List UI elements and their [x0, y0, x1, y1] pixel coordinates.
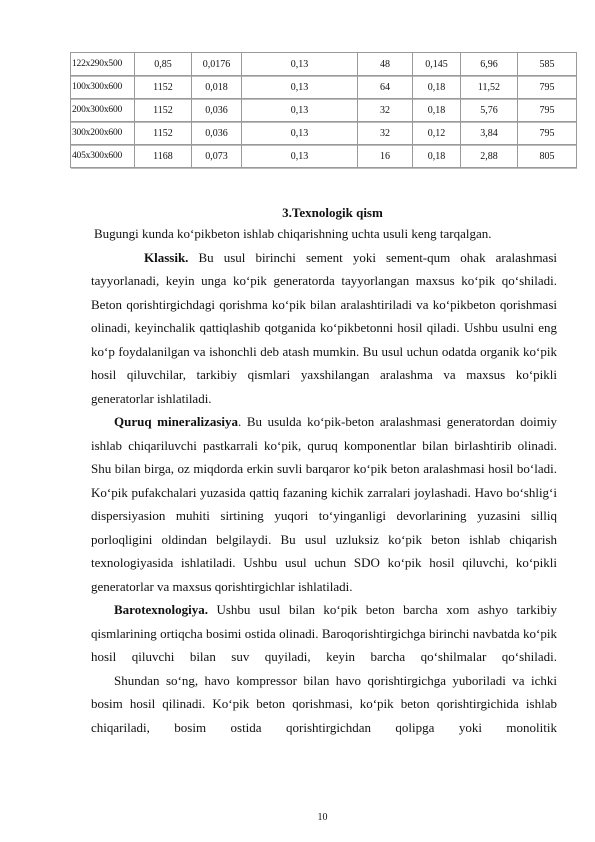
- table-cell: 122x290x500: [71, 53, 135, 76]
- table-row: [71, 122, 577, 145]
- table-cell: 300x200x600: [71, 122, 135, 145]
- table-cell: 2,88: [461, 145, 518, 168]
- table-cell: 0,13: [242, 122, 358, 145]
- paragraph-continuation: Shundan so‘ng, havo kompressor bilan havo qorishtirgichga yuboriladi va ichki bosim hosil qilinadi. Ko‘pik beton qorishmasi, ko‘pik beton qorishtirgichida ishlab chiqariladi, bosim ostida qorishtirgichdan qolipga yoki monolitik: [91, 672, 557, 735]
- table-cell: 0,13: [242, 76, 358, 99]
- table-cell: 0,13: [242, 99, 358, 122]
- table-cell: 0,036: [192, 99, 242, 122]
- table-cell: 795: [518, 99, 577, 122]
- paragraph-lead: Klassik.: [144, 249, 189, 265]
- table-cell: 6,96: [461, 53, 518, 76]
- table-cell: 64: [358, 76, 413, 99]
- table-cell: 805: [518, 145, 577, 168]
- data-table: [70, 52, 577, 168]
- paragraph-text: . Bu usulda ko‘pik-beton aralashmasi generatordan doimiy ishlab chiqariluvchi pastkarrali ko‘pik, quruq komponentlar bilan birlashtirib olinadi. Shu bilan birga, oz miqdorda erkin suvli barqaror ko‘pik beton aralashmasi hosil bo‘ladi. Ko‘pik pufakchalari yuzasida qattiq fazaning kichik zarralari joylashadi. Havo bo‘shlig‘i dispersiyasion muhiti sirtining yuqori to‘yinganligi devorlarining yuzasini silliq porloqligini oldindan belgilaydi. Bu usul uzluksiz ko‘pik beton ishlab chiqarish texnologiyasida ishlatiladi. Ushbu usul uchun SDO ko‘pik hosil qiluvchi, ko‘pikli generatorlar va maxsus qorishtirgichlar ishlatiladi.: [91, 414, 558, 594]
- table-cell: 405x300x600: [71, 145, 135, 168]
- paragraph-text: Ushbu usul bilan ko‘pik beton barcha xom ashyo tarkibiy qismlarining ortiqcha bosimi ostida olinadi. Baroqorishtirgichga birinchi navbatda ko‘pik hosil qiluvchi bilan suv quyiladi, keyin barcha qo‘shilmalar qo‘shiladi.: [91, 602, 557, 664]
- paragraph-barotexnologiya: [91, 598, 557, 669]
- table-cell: 1168: [135, 145, 192, 168]
- table-cell: 200x300x600: [71, 99, 135, 122]
- table-cell: 0,85: [135, 53, 192, 76]
- page-number: 10: [317, 812, 328, 823]
- table-cell: 0,12: [413, 122, 461, 145]
- paragraph-klassik: [91, 246, 557, 411]
- body-text: [91, 222, 557, 739]
- paragraph-quruq: [91, 410, 557, 598]
- section-title: 3.Texnologik qism: [282, 205, 383, 220]
- table-cell: 0,18: [413, 145, 461, 168]
- table-cell: 0,073: [192, 145, 242, 168]
- table-cell: 0,145: [413, 53, 461, 76]
- table-cell: 16: [358, 145, 413, 168]
- table-cell: 1152: [135, 99, 192, 122]
- table-cell: 1152: [135, 122, 192, 145]
- paragraph-text: Bu usul birinchi sement yoki sement-qum ohak aralashmasi tayyorlanadi, keyin unga ko‘pik generatorda tayyorlangan maxsus ko‘pik qo‘shiladi. Beton qorishtirgichdagi qorishma ko‘pik bilan aralashtiriladi va ko‘pikbeton qorishmasi olinadi, keyinchalik qattiqlashib qotganida ko‘pikbetonni hosil qiladi. Ushbu usulni eng ko‘p foydalanilgan va ishonchli deb atash mumkin. Bu usul uchun odatda organik ko‘pik hosil qiluvchilar, tarkibiy qismlari yaxshilangan aralashma va maxsus ko‘pikli generatorlar ishlatiladi.: [91, 249, 557, 406]
- table-row: [71, 145, 577, 168]
- table-body: [71, 53, 577, 168]
- table-cell: 585: [518, 53, 577, 76]
- table-cell: 0,18: [413, 76, 461, 99]
- paragraph-lead: Quruq mineralizasiya: [114, 414, 239, 429]
- table-cell: 0,13: [242, 145, 358, 168]
- paragraph-lead: Barotexnologiya.: [114, 602, 209, 617]
- table-cell: 3,84: [461, 122, 518, 145]
- table-cell: 0,13: [242, 53, 358, 76]
- table-cell: 795: [518, 76, 577, 99]
- table-row: [71, 53, 577, 76]
- intro-paragraph: Bugungi kunda ko‘pikbeton ishlab chiqarishning uchta usuli keng tarqalgan.: [94, 226, 492, 241]
- table-cell: 0,0176: [192, 53, 242, 76]
- table-cell: 0,18: [413, 99, 461, 122]
- table-row: [71, 76, 577, 99]
- table-cell: 11,52: [461, 76, 518, 99]
- table-cell: 48: [358, 53, 413, 76]
- table-cell: 5,76: [461, 99, 518, 122]
- table-cell: 0,018: [192, 76, 242, 99]
- table-cell: 795: [518, 122, 577, 145]
- table-cell: 0,036: [192, 122, 242, 145]
- table-row: [71, 99, 577, 122]
- table-cell: 100x300x600: [71, 76, 135, 99]
- table-cell: 1152: [135, 76, 192, 99]
- table-cell: 32: [358, 122, 413, 145]
- table-cell: 32: [358, 99, 413, 122]
